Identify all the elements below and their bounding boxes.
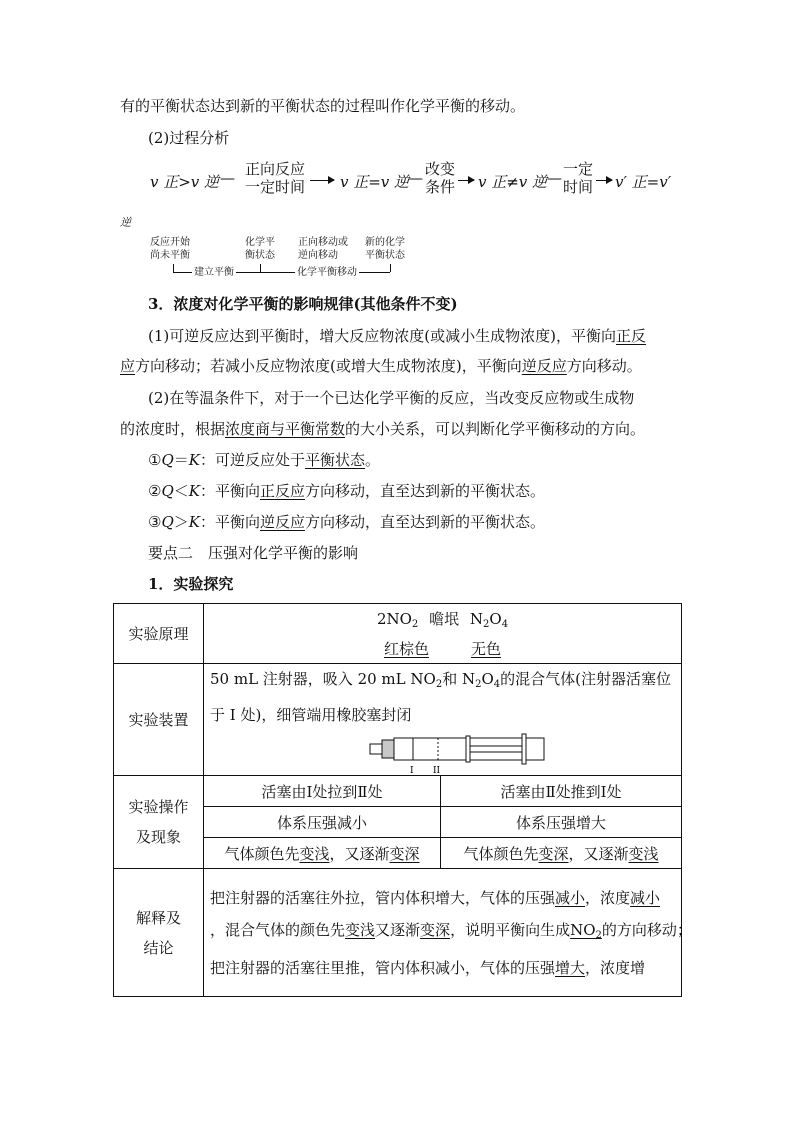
underlined-term: 平衡状态 xyxy=(305,451,366,469)
list-item xyxy=(148,481,545,501)
text: K xyxy=(188,482,200,500)
underlined-term: 无色 xyxy=(471,639,502,658)
state-4: v′ 正=v′ xyxy=(615,173,672,191)
text: 把注射器的活塞往外拉，管内体积增大，气体的压强 xyxy=(210,888,556,907)
arrow xyxy=(458,180,474,181)
text: ＝ xyxy=(173,451,189,469)
bracket-label: 建立平衡 xyxy=(194,267,234,278)
text: ：可逆反应处于 xyxy=(200,451,306,469)
bracket-label: 化学平衡移动 xyxy=(297,267,357,278)
underlined-term: 变深 xyxy=(389,844,420,863)
arrow xyxy=(596,180,612,181)
row-label xyxy=(114,869,204,997)
table-row xyxy=(114,604,682,664)
underlined-term: 变深 xyxy=(420,920,451,939)
text: ：平衡向 xyxy=(200,513,261,531)
text: 的混合气体(注射器活塞位 xyxy=(500,670,672,688)
pressure-right: 体系压强增大 xyxy=(441,807,682,838)
text: 方向移动，直至达到新的平衡状态。 xyxy=(305,513,546,531)
arrow-label-bottom: 条件 xyxy=(425,178,456,196)
paragraph xyxy=(120,419,645,439)
text: Q xyxy=(161,451,174,469)
paragraph: (2)在等温条件下，对于一个已达化学平衡的反应，当改变反应物或生成物 xyxy=(148,389,635,407)
text: 实验操作 xyxy=(128,798,189,816)
syringe-label-2: II xyxy=(433,766,441,774)
text: ③ xyxy=(148,513,162,531)
diagram-label: 反应开始 xyxy=(150,237,190,248)
list-item xyxy=(148,512,545,532)
diagram-label: 正向移动或 xyxy=(298,237,348,248)
syringe-illustration xyxy=(210,730,770,774)
underlined-term: 逆反应 xyxy=(521,357,567,375)
text: 及现象 xyxy=(135,828,181,846)
text: 4 xyxy=(501,618,509,630)
text: 又逐渐 xyxy=(375,920,421,939)
bracket-tick xyxy=(173,264,174,272)
pressure-left: 体系压强减小 xyxy=(204,807,441,838)
diagram-label: 新的化学 xyxy=(365,237,405,248)
text: 2 xyxy=(475,679,482,690)
text: Q xyxy=(161,513,174,531)
text: 2 xyxy=(435,679,443,690)
row-label: 实验原理 xyxy=(114,604,204,664)
text: 解释及 xyxy=(135,908,181,927)
state-2: v 正=v 逆 xyxy=(340,173,410,191)
text: 4 xyxy=(493,679,501,690)
underlined-term: NO xyxy=(570,920,596,939)
text: 方向移动，直至达到新的平衡状态。 xyxy=(305,482,546,500)
arrow xyxy=(310,180,334,181)
diagram-label: 逆向移动 xyxy=(298,250,338,261)
dash: — xyxy=(220,169,235,187)
text: 方向移动；若减小反应物浓度(或增大生成物浓度)，平衡向 xyxy=(135,357,522,375)
table-row xyxy=(114,664,682,776)
text: ，又逐渐 xyxy=(329,844,390,863)
dash: — xyxy=(547,169,562,187)
text: ＜ xyxy=(173,482,189,500)
text: ① xyxy=(148,451,162,469)
arrow-label-bottom: 时间 xyxy=(563,178,594,196)
text: 把注射器的活塞往里推，管内体积减小，气体的压强 xyxy=(210,958,556,977)
text: 气体颜色先 xyxy=(224,844,300,863)
text: 噡垊 xyxy=(429,609,460,628)
underlined-term: 变深 xyxy=(538,844,569,863)
section-heading: 要点二 压强对化学平衡的影响 xyxy=(148,544,359,562)
subheading: (2)过程分析 xyxy=(148,129,230,147)
underlined-term: 增大 xyxy=(555,958,586,977)
experiment-table xyxy=(113,603,692,997)
text: 。 xyxy=(365,451,381,469)
diagram-label: 尚未平衡 xyxy=(150,250,190,261)
text: 的大小关系，可以判断化学平衡移动的方向。 xyxy=(345,420,646,438)
text xyxy=(210,664,675,700)
text: ，浓度增 xyxy=(585,958,646,977)
text: 50 mL 注射器，吸入 20 mL NO xyxy=(210,670,436,688)
underlined-term: 浓度商与平衡常数 xyxy=(225,420,346,438)
table-row xyxy=(114,869,682,997)
section-heading: 1．实验探究 xyxy=(148,575,234,593)
text: K xyxy=(188,513,200,531)
text: 于 I 处)，细管端用橡胶塞封闭 xyxy=(210,706,412,724)
text: ，又逐渐 xyxy=(568,844,629,863)
text: 方向移动。 xyxy=(566,357,642,375)
row-label: 实验装置 xyxy=(114,664,204,776)
paragraph xyxy=(148,326,646,346)
text: 结论 xyxy=(143,938,174,957)
arrow-label-top: 正向反应 xyxy=(245,160,306,178)
text: 的浓度时，根据 xyxy=(120,420,226,438)
paragraph xyxy=(120,356,642,376)
arrow-label-top: 改变 xyxy=(425,160,456,178)
underlined-term: 正反 xyxy=(615,327,646,345)
table-row xyxy=(114,776,682,807)
underlined-term: 正反应 xyxy=(260,482,306,500)
principle-cell xyxy=(204,604,682,664)
syringe-label-1: I xyxy=(410,766,414,774)
bracket-tick xyxy=(390,264,391,272)
text: ，说明平衡向生成 xyxy=(450,920,571,939)
diagram-label: 平衡状态 xyxy=(365,250,405,261)
row-label xyxy=(114,776,204,869)
diagram-label: 化学平 xyxy=(245,237,275,248)
text: 的方向移动； xyxy=(601,920,692,939)
text: ，混合气体的颜色先 xyxy=(210,920,346,939)
text: O xyxy=(489,609,502,628)
paragraph: 有的平衡状态达到新的平衡状态的过程叫作化学平衡的移动。 xyxy=(120,97,526,115)
text: ，浓度 xyxy=(585,888,631,907)
text: ＞ xyxy=(173,513,189,531)
underlined-term: 红棕色 xyxy=(383,639,429,658)
underlined-term: 减小 xyxy=(630,888,661,907)
text: 2 xyxy=(595,929,602,941)
arrow-label-top: 一定 xyxy=(563,160,594,178)
underlined-term: 逆反应 xyxy=(260,513,306,531)
text: Q xyxy=(161,482,174,500)
dash: — xyxy=(408,169,423,187)
text: 和 N xyxy=(442,670,476,688)
bracket-tick xyxy=(260,264,261,272)
state-3: v 正≠v 逆 xyxy=(478,173,548,191)
underlined-term: 变浅 xyxy=(345,920,376,939)
reaction-colors xyxy=(210,637,675,661)
list-item xyxy=(148,450,380,470)
apparatus-cell xyxy=(204,664,682,776)
text: 2 xyxy=(411,618,419,630)
text: 2 xyxy=(483,618,490,630)
text: O xyxy=(481,670,494,688)
conclusion-cell xyxy=(204,869,692,997)
text: (1)可逆反应达到平衡时，增大反应物浓度(或减小生成物浓度)，平衡向 xyxy=(148,327,616,345)
section-heading: 3．浓度对化学平衡的影响规律(其他条件不变) xyxy=(148,295,458,313)
diagram-label: 衡状态 xyxy=(245,250,275,261)
text: N xyxy=(469,609,483,628)
color-left xyxy=(204,838,441,869)
text: K xyxy=(188,451,200,469)
underlined-term: 变浅 xyxy=(628,844,659,863)
text: ：平衡向 xyxy=(200,482,261,500)
text: ② xyxy=(148,482,162,500)
operation-right: 活塞由Ⅱ处推到Ⅰ处 xyxy=(441,776,682,807)
underlined-term: 应 xyxy=(120,357,136,375)
color-right xyxy=(441,838,682,869)
state-1: v 正>v 逆 xyxy=(150,173,220,191)
arrow-label-bottom: 一定时间 xyxy=(245,178,306,196)
underlined-term: 减小 xyxy=(555,888,586,907)
state-4-tail: 逆 xyxy=(120,216,131,229)
text: 气体颜色先 xyxy=(463,844,539,863)
reaction-equation xyxy=(210,607,675,637)
operation-left: 活塞由Ⅰ处拉到Ⅱ处 xyxy=(204,776,441,807)
underlined-term: 变浅 xyxy=(299,844,330,863)
text: 2NO xyxy=(376,609,412,628)
